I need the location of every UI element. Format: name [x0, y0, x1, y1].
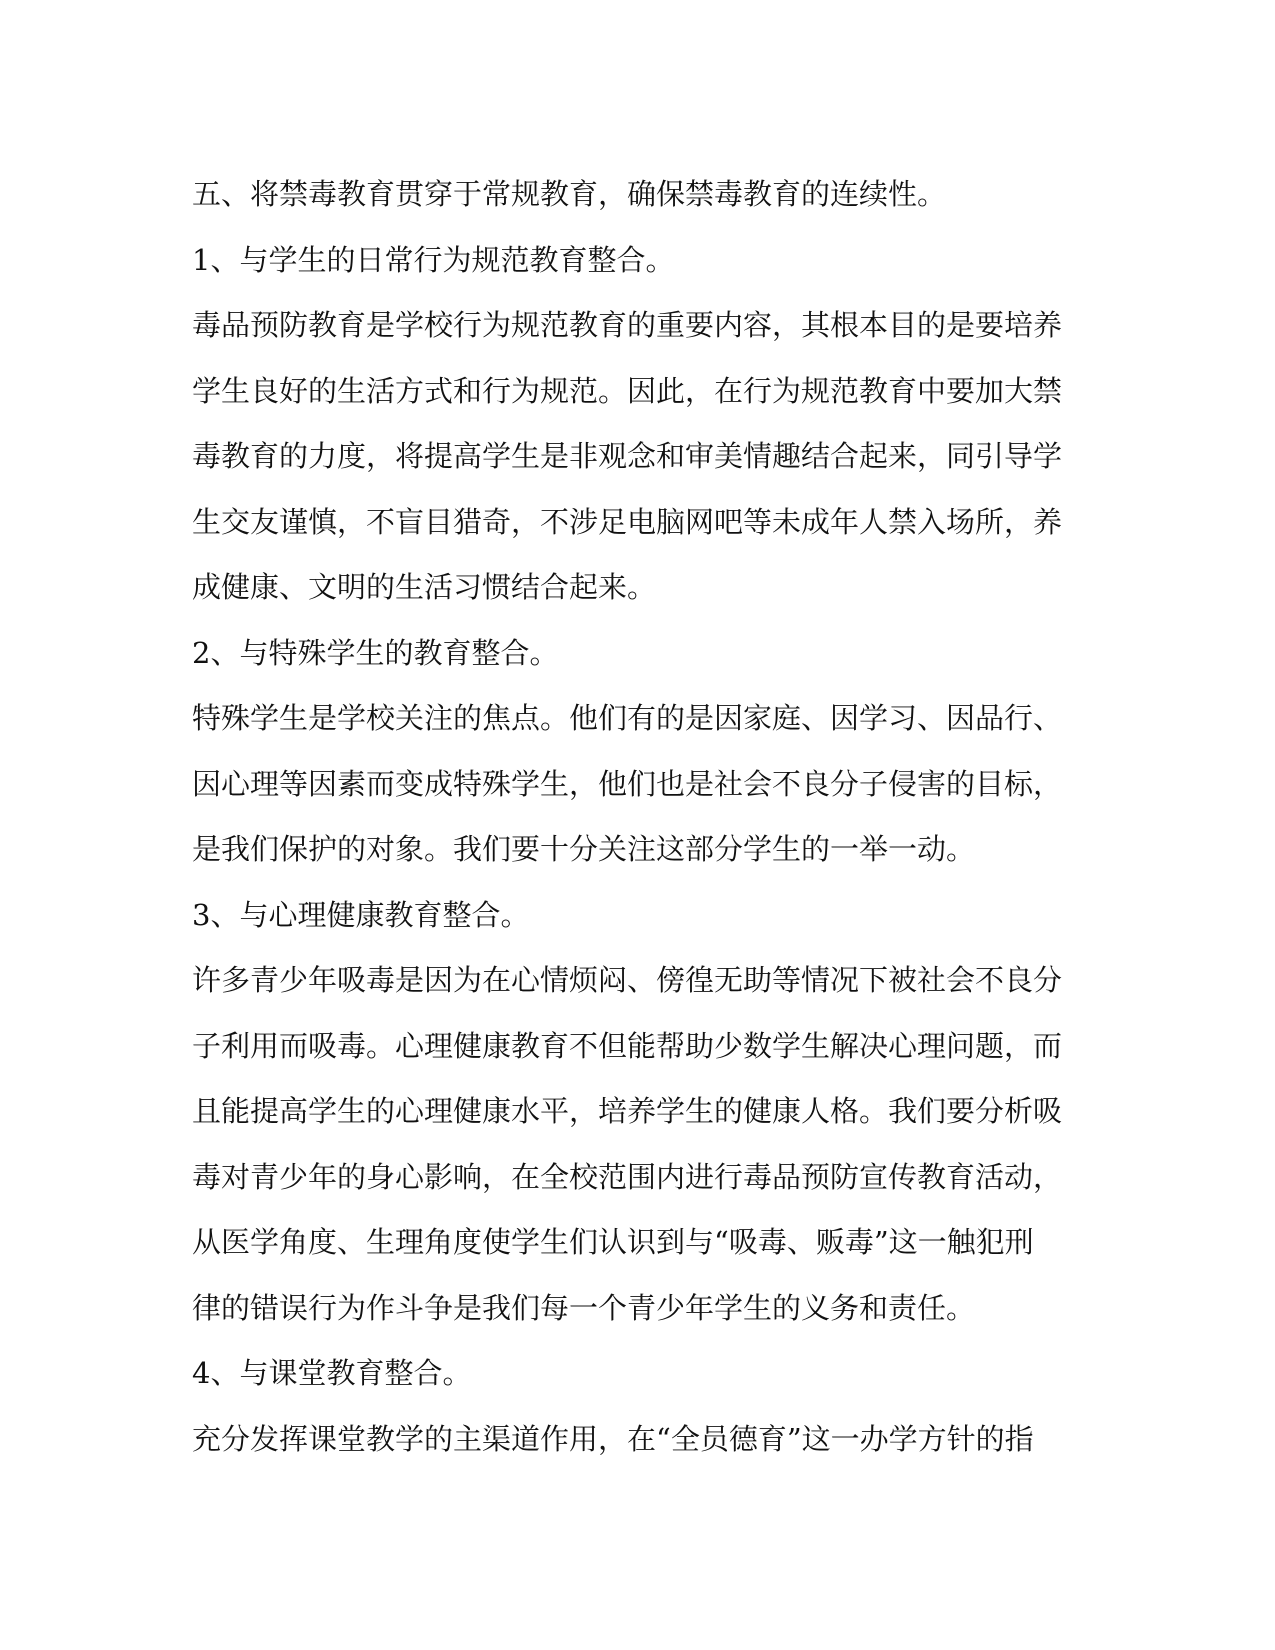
paragraph-line: 生交友谨慎，不盲目猎奇，不涉足电脑网吧等未成年人禁入场所，养: [192, 504, 1063, 539]
paragraph-line: 从医学角度、生理角度使学生们认识到与“吸毒、贩毒”这一触犯刑: [192, 1225, 1034, 1259]
paragraph-line: 毒对青少年的身心影响，在全校范围内进行毒品预防宣传教育活动，: [192, 1159, 1063, 1194]
paragraph-line: 学生良好的生活方式和行为规范。因此，在行为规范教育中要加大禁: [192, 373, 1063, 408]
paragraph-line: 特殊学生是学校关注的焦点。他们有的是因家庭、因学习、因品行、: [192, 701, 1063, 735]
paragraph-line: 成健康、文明的生活习惯结合起来。: [192, 570, 657, 604]
paragraph-line: 是我们保护的对象。我们要十分关注这部分学生的一举一动。: [192, 832, 976, 866]
subheading: 4、与课堂教育整合。: [192, 1356, 472, 1390]
paragraph-line: 律的错误行为作斗争是我们每一个青少年学生的义务和责任。: [192, 1290, 976, 1325]
paragraph-line: 毒教育的力度，将提高学生是非观念和审美情趣结合起来，同引导学: [192, 439, 1063, 473]
subheading: 3、与心理健康教育整合。: [192, 897, 530, 932]
subheading: 2、与特殊学生的教育整合。: [192, 635, 559, 670]
paragraph-line: 因心理等因素而变成特殊学生，他们也是社会不良分子侵害的目标，: [192, 766, 1063, 801]
paragraph-line: 许多青少年吸毒是因为在心情烦闷、傍徨无助等情况下被社会不良分: [192, 963, 1063, 997]
paragraph-line: 毒品预防教育是学校行为规范教育的重要内容，其根本目的是要培养: [192, 308, 1063, 342]
document-body: [192, 162, 1082, 1472]
section-heading: 五、将禁毒教育贯穿于常规教育，确保禁毒教育的连续性。: [192, 177, 947, 211]
subheading: 1、与学生的日常行为规范教育整合。: [192, 242, 675, 277]
paragraph-line: 子利用而吸毒。心理健康教育不但能帮助少数学生解决心理问题，而: [192, 1028, 1063, 1063]
paragraph-line: 充分发挥课堂教学的主渠道作用，在“全员德育”这一办学方针的指: [192, 1421, 1034, 1456]
paragraph-line: 且能提高学生的心理健康水平，培养学生的健康人格。我们要分析吸: [192, 1094, 1063, 1128]
